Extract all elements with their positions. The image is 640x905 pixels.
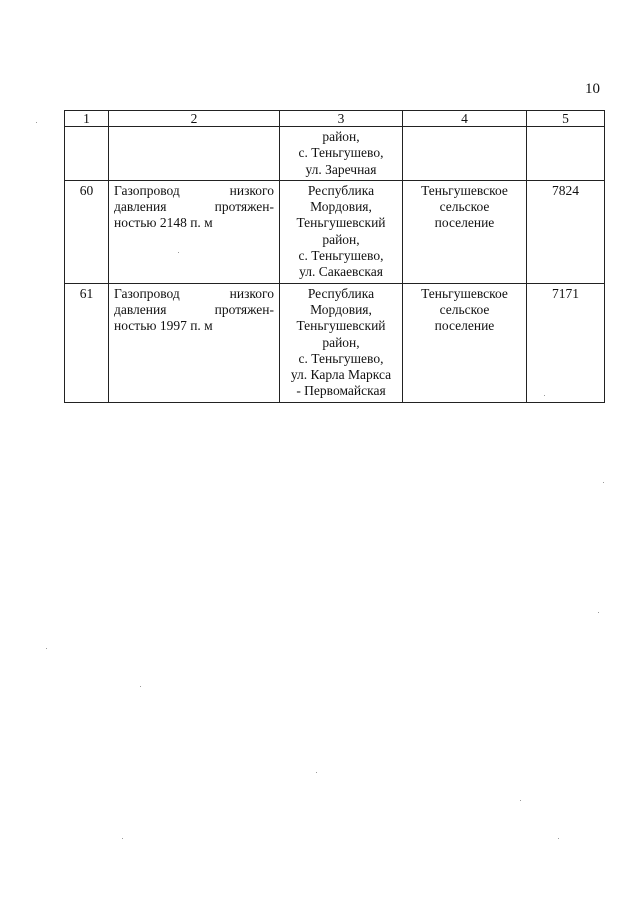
address-line: Республика bbox=[307, 285, 375, 301]
scan-speck bbox=[544, 395, 545, 396]
address-line: район, bbox=[322, 334, 360, 350]
name-line: ностью 2148 п. м bbox=[114, 215, 213, 231]
owner-line: поселение bbox=[434, 215, 495, 231]
address-line: Теньгушевский bbox=[296, 318, 386, 334]
owner-line: Теньгушевское bbox=[421, 285, 508, 301]
property-table bbox=[64, 110, 605, 403]
address-line: с. Теньгушево, bbox=[298, 350, 384, 366]
cell-owner bbox=[403, 180, 527, 283]
name-line: давления протяжен- bbox=[114, 199, 274, 215]
address-line: Республика bbox=[307, 182, 375, 198]
cell-value: 7824 bbox=[527, 180, 605, 283]
table-header-row bbox=[65, 111, 605, 127]
owner-line: сельское bbox=[439, 301, 490, 317]
name-line: Газопровод низкого bbox=[114, 182, 274, 198]
owner-line: поселение bbox=[434, 318, 495, 334]
address-line: ул. Заречная bbox=[305, 161, 377, 177]
cell-address bbox=[280, 180, 403, 283]
scan-speck bbox=[598, 612, 599, 613]
table-row bbox=[65, 180, 605, 283]
column-header-1: 1 bbox=[65, 111, 109, 127]
scan-speck bbox=[603, 482, 604, 483]
scan-speck bbox=[36, 122, 37, 123]
cell-owner bbox=[403, 127, 527, 181]
column-header-5: 5 bbox=[527, 111, 605, 127]
column-header-2: 2 bbox=[109, 111, 280, 127]
scan-speck bbox=[140, 686, 141, 687]
address-line: Мордовия, bbox=[310, 301, 372, 317]
cell-name bbox=[109, 180, 280, 283]
cell-value: 7171 bbox=[527, 283, 605, 402]
address-line: район, bbox=[322, 129, 360, 144]
cell-number: 60 bbox=[65, 180, 109, 283]
name-line: давления протяжен- bbox=[114, 301, 274, 317]
owner-line: сельское bbox=[439, 199, 490, 215]
address-line: Мордовия, bbox=[310, 199, 372, 215]
cell-address bbox=[280, 127, 403, 181]
address-line: район, bbox=[322, 231, 360, 247]
name-line: Газопровод низкого bbox=[114, 285, 274, 301]
column-header-3: 3 bbox=[280, 111, 403, 127]
address-line: ул. Сакаевская bbox=[299, 264, 383, 280]
column-header-4: 4 bbox=[403, 111, 527, 127]
scan-speck bbox=[46, 648, 47, 649]
address-line: с. Теньгушево, bbox=[298, 145, 384, 161]
page-number: 10 bbox=[585, 81, 600, 97]
cell-owner bbox=[403, 283, 527, 402]
scan-speck bbox=[178, 252, 179, 253]
address-line: - Первомайская bbox=[296, 383, 386, 399]
scan-speck bbox=[122, 838, 123, 839]
name-line: ностью 1997 п. м bbox=[114, 318, 213, 334]
scan-speck bbox=[316, 772, 317, 773]
cell-name bbox=[109, 127, 280, 181]
cell-number bbox=[65, 127, 109, 181]
address-line: с. Теньгушево, bbox=[298, 248, 384, 264]
cell-address bbox=[280, 283, 403, 402]
cell-name bbox=[109, 283, 280, 402]
scan-speck bbox=[558, 838, 559, 839]
owner-line: Теньгушевское bbox=[421, 182, 508, 198]
scan-speck bbox=[520, 800, 521, 801]
address-line: Теньгушевский bbox=[296, 215, 386, 231]
table-row bbox=[65, 283, 605, 402]
table-row-continued bbox=[65, 127, 605, 181]
cell-value bbox=[527, 127, 605, 181]
address-line: ул. Карла Маркса bbox=[290, 367, 392, 383]
cell-number: 61 bbox=[65, 283, 109, 402]
